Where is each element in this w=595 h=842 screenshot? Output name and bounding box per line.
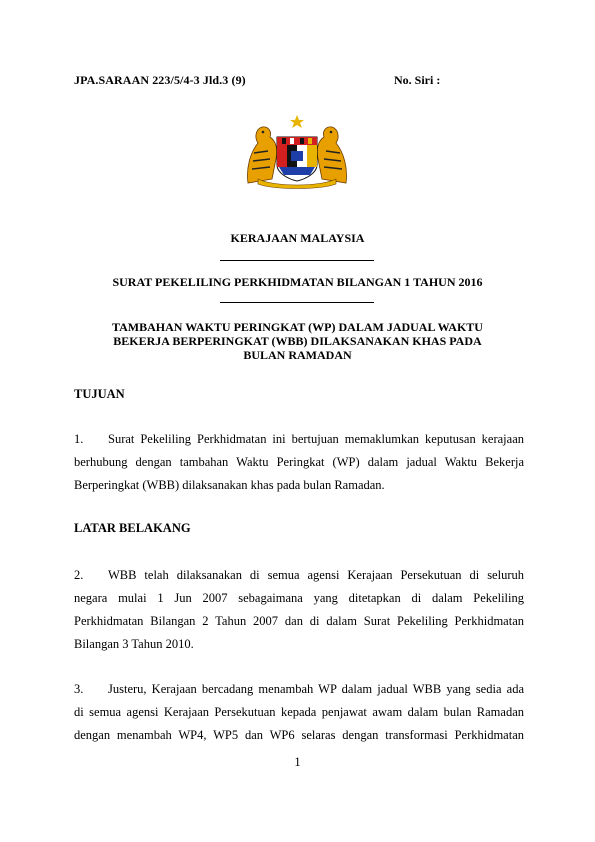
title-divider: [220, 260, 374, 261]
subject-line: TAMBAHAN WAKTU PERINGKAT (WP) DALAM JADUAL WAKTU: [112, 320, 483, 334]
government-title: KERAJAAN MALAYSIA: [230, 231, 365, 245]
paragraph-line: 1. Surat Pekeliling Perkhidmatan ini bertujuan memaklumkan keputusan kerajaan: [74, 428, 524, 451]
page-number: 1: [294, 755, 301, 769]
paragraph-number: 1.: [74, 432, 84, 446]
section-heading-tujuan: TUJUAN: [74, 387, 125, 401]
subject-line: BULAN RAMADAN: [243, 348, 352, 362]
circular-title: SURAT PEKELILING PERKHIDMATAN BILANGAN 1 TAHUN 2016: [112, 275, 483, 289]
paragraph-number: 3.: [74, 682, 84, 696]
subject-line: BEKERJA BERPERINGKAT (WBB) DILAKSANAKAN KHAS PADA: [113, 334, 482, 348]
paragraph-line: di semua agensi Kerajaan Persekutuan kepada penjawat awam dalam bulan Ramadan: [74, 705, 524, 719]
paragraph-line: negara mulai 1 Jun 2007 sebagaimana yang ditetapkan di dalam Pekeliling: [74, 591, 524, 605]
paragraph-line: Berperingkat (WBB) dilaksanakan khas pada bulan Ramadan.: [74, 478, 385, 492]
paragraph-line: dengan menambah WP4, WP5 dan WP6 selaras dengan transformasi Perkhidmatan: [74, 728, 524, 742]
paragraph-line: 3. Justeru, Kerajaan bercadang menambah WP dalam jadual WBB yang sedia ada: [74, 678, 524, 701]
section-heading-latar-belakang: LATAR BELAKANG: [74, 521, 191, 535]
serial-number-label: No. Siri :: [394, 73, 441, 87]
paragraph-line: Bilangan 3 Tahun 2010.: [74, 637, 194, 651]
paragraph-2: [74, 564, 524, 656]
malaysia-coat-of-arms-icon: [244, 113, 350, 189]
paragraph-3: [74, 678, 524, 747]
paragraph-line: 2. WBB telah dilaksanakan di semua agensi Kerajaan Persekutuan di seluruh: [74, 564, 524, 587]
reference-number: JPA.SARAAN 223/5/4-3 Jld.3 (9): [74, 73, 246, 87]
paragraph-line: berhubung dengan tambahan Waktu Peringkat (WP) dalam jadual Waktu Bekerja: [74, 455, 524, 469]
paragraph-1: [74, 428, 524, 497]
paragraph-line: Perkhidmatan Bilangan 2 Tahun 2007 dan di dalam Surat Pekeliling Perkhidmatan: [74, 614, 524, 628]
circular-divider: [220, 302, 374, 303]
subject-title: [60, 320, 535, 362]
paragraph-number: 2.: [74, 568, 84, 582]
